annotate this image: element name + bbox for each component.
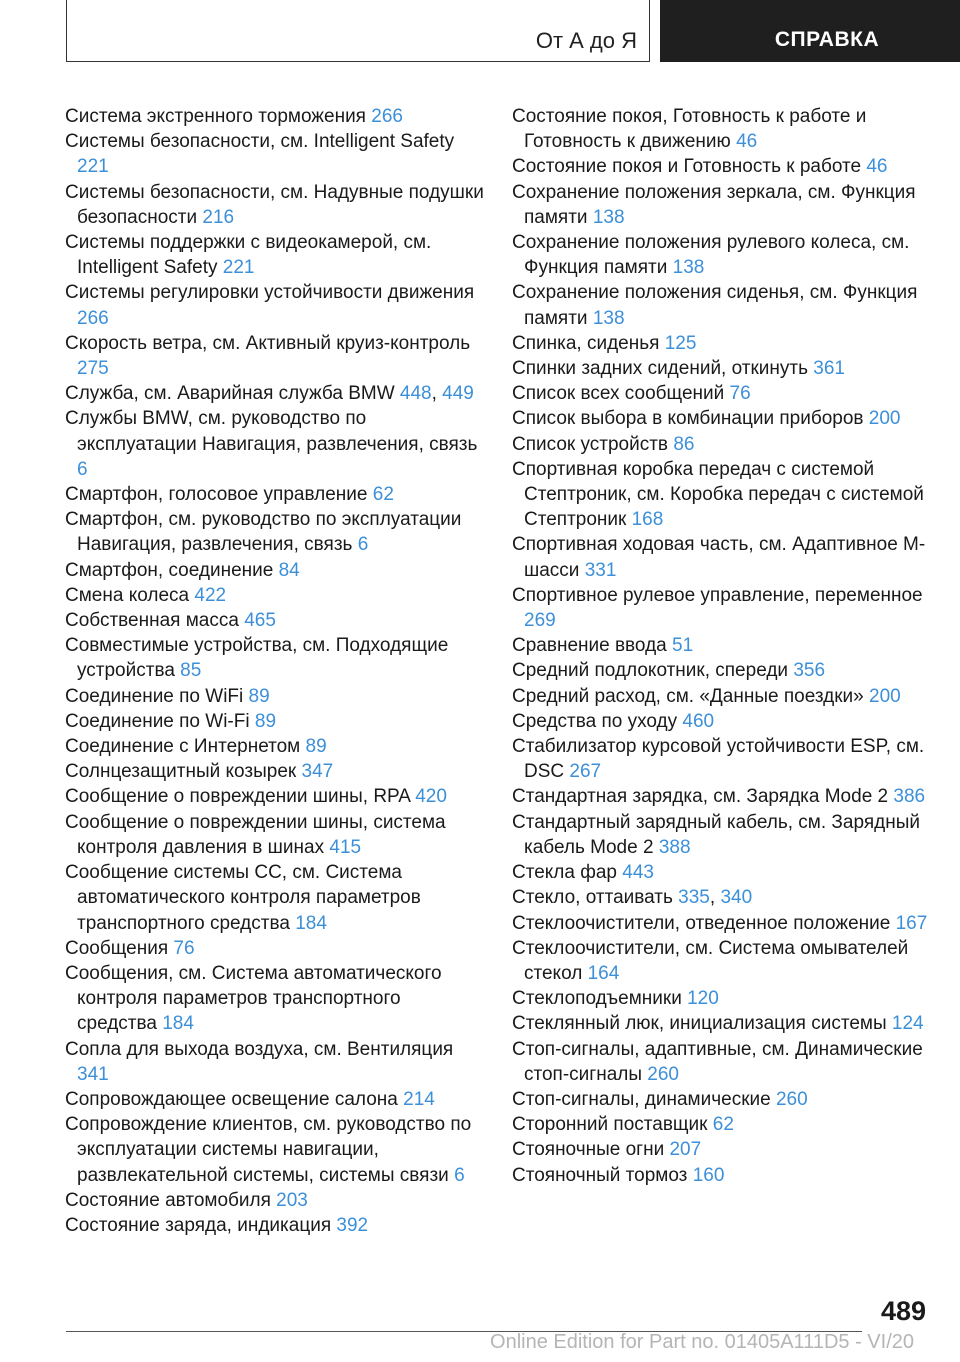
index-entry	[65, 860, 485, 936]
page-reference-link[interactable]: 6	[77, 458, 88, 480]
index-entry	[65, 180, 485, 230]
page-reference-link[interactable]: 62	[372, 484, 394, 506]
section-tab	[66, 0, 650, 62]
page-reference-link[interactable]: 124	[891, 1013, 924, 1035]
index-entry	[512, 1112, 942, 1137]
page-reference-link[interactable]: 221	[77, 156, 109, 178]
index-entry	[512, 583, 942, 633]
index-entry	[512, 180, 942, 230]
index-entry	[65, 684, 485, 709]
page-reference-link[interactable]: 167	[895, 912, 928, 934]
page-ref-separator: ,	[431, 383, 443, 405]
page-reference-link[interactable]: 341	[77, 1063, 109, 1085]
page-reference-link[interactable]: 356	[793, 660, 826, 682]
index-entry	[512, 734, 942, 784]
index-entry-text: Сторонний поставщик	[512, 1114, 713, 1136]
index-entry-text: Системы безопасности, см. Надувные подушки безопасности	[65, 181, 484, 228]
index-entry-text: Собственная масса	[65, 610, 245, 632]
index-entry	[512, 406, 942, 431]
page-reference-link[interactable]: 51	[672, 635, 694, 657]
index-entry	[512, 1137, 942, 1162]
page-reference-link[interactable]: 120	[687, 988, 719, 1010]
index-entry-text: Сохранение положения сиденья, см. Функция памяти	[512, 282, 918, 329]
index-entry-text: Состояние автомобиля	[65, 1189, 277, 1211]
index-entry	[65, 331, 485, 381]
index-entry-text: Смена колеса	[65, 584, 195, 606]
index-entry	[512, 658, 942, 683]
page-reference-link[interactable]: 89	[254, 710, 277, 732]
index-entry	[65, 583, 485, 608]
index-entry-text: Стандартная зарядка, см. Зарядка Mode 2	[512, 786, 894, 808]
index-entry-text: Стеклоподъемники	[512, 988, 688, 1010]
index-entry-text: Сообщения, см. Система автоматического контроля параметров транспортного средства	[65, 962, 442, 1035]
index-entry-text: Стоп-сигналы, динамические	[512, 1088, 776, 1110]
index-entry	[512, 784, 942, 809]
page-reference-link[interactable]: 164	[587, 962, 620, 984]
index-entry	[512, 911, 942, 936]
footer-edition-text: Online Edition for Part no. 01405A111D5 - VI/20	[490, 1331, 914, 1353]
index-entry-text: Сообщения	[65, 937, 174, 959]
index-entry-text: Спортивная коробка передач с системой Стептроник, см. Коробка передач с системой Стептроник	[512, 458, 924, 531]
index-entry	[512, 381, 942, 406]
index-entry	[65, 810, 485, 860]
page-number: 489	[880, 1296, 926, 1326]
index-entry-text: Стеклянный люк, инициализация системы	[512, 1013, 892, 1035]
page-reference-link[interactable]: 89	[305, 736, 327, 758]
index-entry-text: Стабилизатор курсовой устойчивости ESP, см. DSC	[512, 736, 925, 783]
chapter-tab	[660, 0, 960, 62]
page-reference-link[interactable]: 84	[278, 559, 300, 581]
index-entry-text: Список всех сообщений	[512, 383, 730, 405]
page-reference-link[interactable]: 331	[584, 559, 617, 581]
page-reference-link[interactable]: 388	[658, 836, 691, 858]
index-entry-text: Соединение по WiFi	[65, 685, 249, 707]
page-reference-link[interactable]: 62	[712, 1114, 734, 1136]
index-entry-text: Сохранение положения рулевого колеса, см. Функция памяти	[512, 232, 910, 279]
index-entry	[512, 457, 942, 533]
index-entry	[65, 759, 485, 784]
page-reference-link[interactable]: 138	[672, 257, 705, 279]
page-reference-link[interactable]: 443	[622, 862, 654, 884]
index-entry	[65, 784, 485, 809]
page-reference-link[interactable]: 184	[162, 1013, 194, 1035]
page-reference-link[interactable]: 449	[442, 383, 474, 405]
index-entry	[512, 280, 942, 330]
page-reference-link[interactable]: 200	[868, 408, 901, 430]
index-entry-text: Сопровождающее освещение салона	[65, 1088, 404, 1110]
index-entry-text: Сопла для выхода воздуха, см. Вентиляция	[65, 1038, 454, 1060]
index-entry-text: Список выбора в комбинации приборов	[512, 408, 869, 430]
page-reference-link[interactable]: 260	[775, 1088, 808, 1110]
page-reference-link[interactable]: 465	[244, 610, 276, 632]
index-entry	[65, 633, 485, 683]
index-entry-text: Смартфон, см. руководство по эксплуатации Навигация, развлечения, связь	[65, 509, 462, 556]
index-entry	[65, 406, 485, 482]
page-reference-link[interactable]: 46	[736, 131, 758, 153]
page-reference-link[interactable]: 448	[399, 383, 432, 405]
page-reference-link[interactable]: 420	[415, 786, 447, 808]
index-entry-text: Системы поддержки с видеокамерой, см. Intelligent Safety	[65, 232, 432, 279]
index-entry-text: Средний расход, см. «Данные поездки»	[512, 685, 870, 707]
index-column-right	[512, 104, 942, 1188]
index-entry	[65, 230, 485, 280]
index-entry-text: Системы регулировки устойчивости движения	[65, 282, 475, 304]
index-entry	[512, 936, 942, 986]
page-reference-link[interactable]: 89	[248, 685, 270, 707]
index-entry-text: Сравнение ввода	[512, 635, 673, 657]
index-entry-text: Системы безопасности, см. Intelligent Safety	[65, 131, 455, 153]
index-entry	[65, 608, 485, 633]
page-reference-link[interactable]: 138	[592, 206, 625, 228]
index-entry-text: Смартфон, голосовое управление	[65, 484, 373, 506]
index-entry-text: Спортивное рулевое управление, переменное	[512, 584, 923, 606]
index-entry-text: Стандартный зарядный кабель, см. Зарядный кабель Mode 2	[512, 811, 920, 858]
page-reference-link[interactable]: 216	[202, 206, 235, 228]
page-reference-link[interactable]: 214	[403, 1088, 435, 1110]
index-entry-text: Сообщение о повреждении шины, RPA	[65, 786, 416, 808]
page-reference-link[interactable]: 184	[295, 912, 327, 934]
page-reference-link[interactable]: 138	[592, 307, 625, 329]
index-entry	[512, 1037, 942, 1087]
index-entry-text: Состояние заряда, индикация	[65, 1214, 337, 1236]
index-entry	[65, 507, 485, 557]
page-reference-link[interactable]: 415	[329, 836, 362, 858]
index-entry-text: Стекла фар	[512, 862, 623, 884]
index-entry	[65, 936, 485, 961]
index-entry	[512, 885, 942, 910]
page-reference-link[interactable]: 266	[77, 307, 109, 329]
index-entry	[65, 104, 485, 129]
index-entry-text: Средства по уходу	[512, 710, 683, 732]
index-entry	[65, 1188, 485, 1213]
page-reference-link[interactable]: 46	[866, 156, 888, 178]
index-entry	[65, 381, 485, 406]
page-reference-link[interactable]: 6	[357, 534, 369, 556]
page-reference-link[interactable]: 76	[173, 937, 195, 959]
index-entry	[512, 230, 942, 280]
section-tab-label: От А до Я	[535, 28, 637, 53]
index-entry-text: Стояночный тормоз	[512, 1164, 693, 1186]
index-entry	[512, 986, 942, 1011]
index-entry-text: Сохранение положения зеркала, см. Функция памяти	[512, 181, 916, 228]
page-reference-link[interactable]: 347	[301, 761, 334, 783]
index-entry-text: Стекло, оттаивать	[512, 887, 679, 909]
page-reference-link[interactable]: 207	[669, 1139, 702, 1161]
index-entry-text: Спинки задних сидений, откинуть	[512, 358, 814, 380]
page-reference-link[interactable]: 6	[454, 1164, 465, 1186]
index-entry-text: Стояночные огни	[512, 1139, 670, 1161]
page-reference-link[interactable]: 260	[647, 1063, 679, 1085]
chapter-tab-label: СПРАВКА	[774, 28, 880, 51]
index-entry-text: Состояние покоя, Готовность к работе и Готовность к движению	[512, 106, 867, 153]
index-entry	[512, 104, 942, 154]
page-reference-link[interactable]: 221	[222, 257, 255, 279]
index-entry-text: Спортивная ходовая часть, см. Адаптивное M-шасси	[512, 534, 926, 581]
index-entry-text: Сообщение системы CC, см. Система автоматического контроля параметров транспортного средства	[65, 862, 421, 934]
index-entry-text: Стоп-сигналы, адаптивные, см. Динамические стоп-сигналы	[512, 1038, 923, 1085]
index-entry	[512, 1163, 942, 1188]
index-entry-text: Сообщение о повреждении шины, система контроля давления в шинах	[65, 811, 446, 858]
page-reference-link[interactable]: 200	[869, 685, 901, 707]
page-reference-link[interactable]: 266	[371, 106, 403, 127]
page-reference-link[interactable]: 392	[336, 1214, 369, 1236]
index-entry	[65, 482, 485, 507]
index-entry	[512, 860, 942, 885]
index-entry	[512, 1087, 942, 1112]
page-reference-link[interactable]: 125	[664, 332, 697, 354]
page-reference-link[interactable]: 340	[720, 887, 753, 909]
index-entry-text: Скорость ветра, см. Активный круиз-контроль	[65, 332, 471, 354]
index-entry-text: Стеклоочистители, отведенное положение	[512, 912, 896, 934]
index-entry	[65, 961, 485, 1037]
index-entry-text: Соединение с Интернетом	[65, 736, 306, 758]
page-reference-link[interactable]: 160	[692, 1164, 725, 1186]
page-reference-link[interactable]: 86	[673, 433, 695, 455]
page-reference-link[interactable]: 386	[893, 786, 926, 808]
index-entry-text: Сопровождение клиентов, см. руководство по эксплуатации системы навигации, развлекательной системы, системы связи	[65, 1114, 472, 1186]
index-entry	[512, 432, 942, 457]
index-entry-text: Смартфон, соединение	[65, 559, 279, 581]
index-entry-text: Службы BMW, см. руководство по эксплуатации Навигация, развлечения, связь	[65, 408, 478, 455]
index-entry	[512, 154, 942, 179]
index-entry-text: Служба, см. Аварийная служба BMW	[65, 383, 400, 405]
index-entry	[65, 129, 485, 179]
index-entry	[512, 684, 942, 709]
page-ref-separator: ,	[709, 887, 721, 909]
index-entry	[65, 1213, 485, 1238]
page-reference-link[interactable]: 168	[631, 509, 664, 531]
index-entry	[512, 1011, 942, 1036]
index-entry	[65, 558, 485, 583]
page-reference-link[interactable]: 267	[569, 761, 602, 783]
index-entry	[65, 709, 485, 734]
index-entry	[512, 709, 942, 734]
index-entry	[512, 633, 942, 658]
index-entry	[65, 1037, 485, 1087]
page-reference-link[interactable]: 335	[678, 887, 710, 909]
page-reference-link[interactable]: 422	[194, 584, 227, 606]
page-reference-link[interactable]: 269	[524, 610, 556, 632]
index-entry	[512, 810, 942, 860]
page-reference-link[interactable]: 275	[77, 358, 109, 380]
index-column-left	[65, 104, 485, 1238]
index-entry-text: Соединение по Wi-Fi	[65, 710, 255, 732]
index-entry-text: Состояние покоя и Готовность к работе	[512, 156, 867, 178]
index-entry-text: Средний подлокотник, спереди	[512, 660, 794, 682]
index-entry	[65, 280, 485, 330]
index-entry	[65, 1087, 485, 1112]
index-entry-text: Система экстренного торможения	[65, 106, 372, 127]
page-reference-link[interactable]: 76	[729, 383, 751, 405]
index-entry-text: Совместимые устройства, см. Подходящие устройства	[65, 635, 449, 682]
index-entry	[65, 1112, 485, 1188]
index-entry-text: Солнцезащитный козырек	[65, 761, 302, 783]
index-entry-text: Стеклоочистители, см. Система омывателей стекол	[512, 937, 909, 984]
index-entry-text: Спинка, сиденья	[512, 332, 665, 354]
page-reference-link[interactable]: 361	[813, 358, 845, 380]
index-entry-text: Список устройств	[512, 433, 674, 455]
page-reference-link[interactable]: 85	[180, 660, 202, 682]
page-reference-link[interactable]: 203	[276, 1189, 308, 1211]
index-entry	[512, 532, 942, 582]
page-reference-link[interactable]: 460	[682, 710, 715, 732]
index-entry	[512, 356, 942, 381]
index-entry	[512, 331, 942, 356]
index-entry	[65, 734, 485, 759]
